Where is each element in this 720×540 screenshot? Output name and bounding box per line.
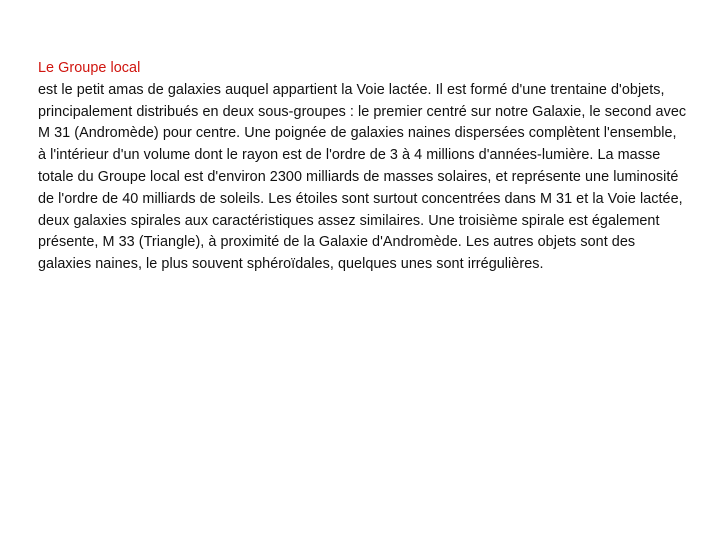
- document-body: [38, 58, 688, 276]
- document-title: Le Groupe local: [38, 60, 141, 76]
- document-paragraph: est le petit amas de galaxies auquel appartient la Voie lactée. Il est formé d'une trentaine d'objets, principalement distribués en deux sous-groupes : le premier centré sur notre Galaxie, le second avec M 31 (Andromède) pour centre. Une poignée de galaxies naines dispersées complètent l'ensemble, à l'intérieur d'un volume dont le rayon est de l'ordre de 3 à 4 millions d'années-lumière. La masse totale du Groupe local est d'environ 2300 milliards de masses solaires, et représente une luminosité de l'ordre de 40 milliards de soleils. Les étoiles sont surtout concentrées dans M 31 et la Voie lactée, deux galaxies spirales aux caractéristiques assez similaires. Une troisième spirale est également présente, M 33 (Triangle), à proximité de la Galaxie d'Andromède. Les autres objets sont des galaxies naines, le plus souvent sphéroïdales, quelques unes sont irrégulières.: [38, 81, 687, 273]
